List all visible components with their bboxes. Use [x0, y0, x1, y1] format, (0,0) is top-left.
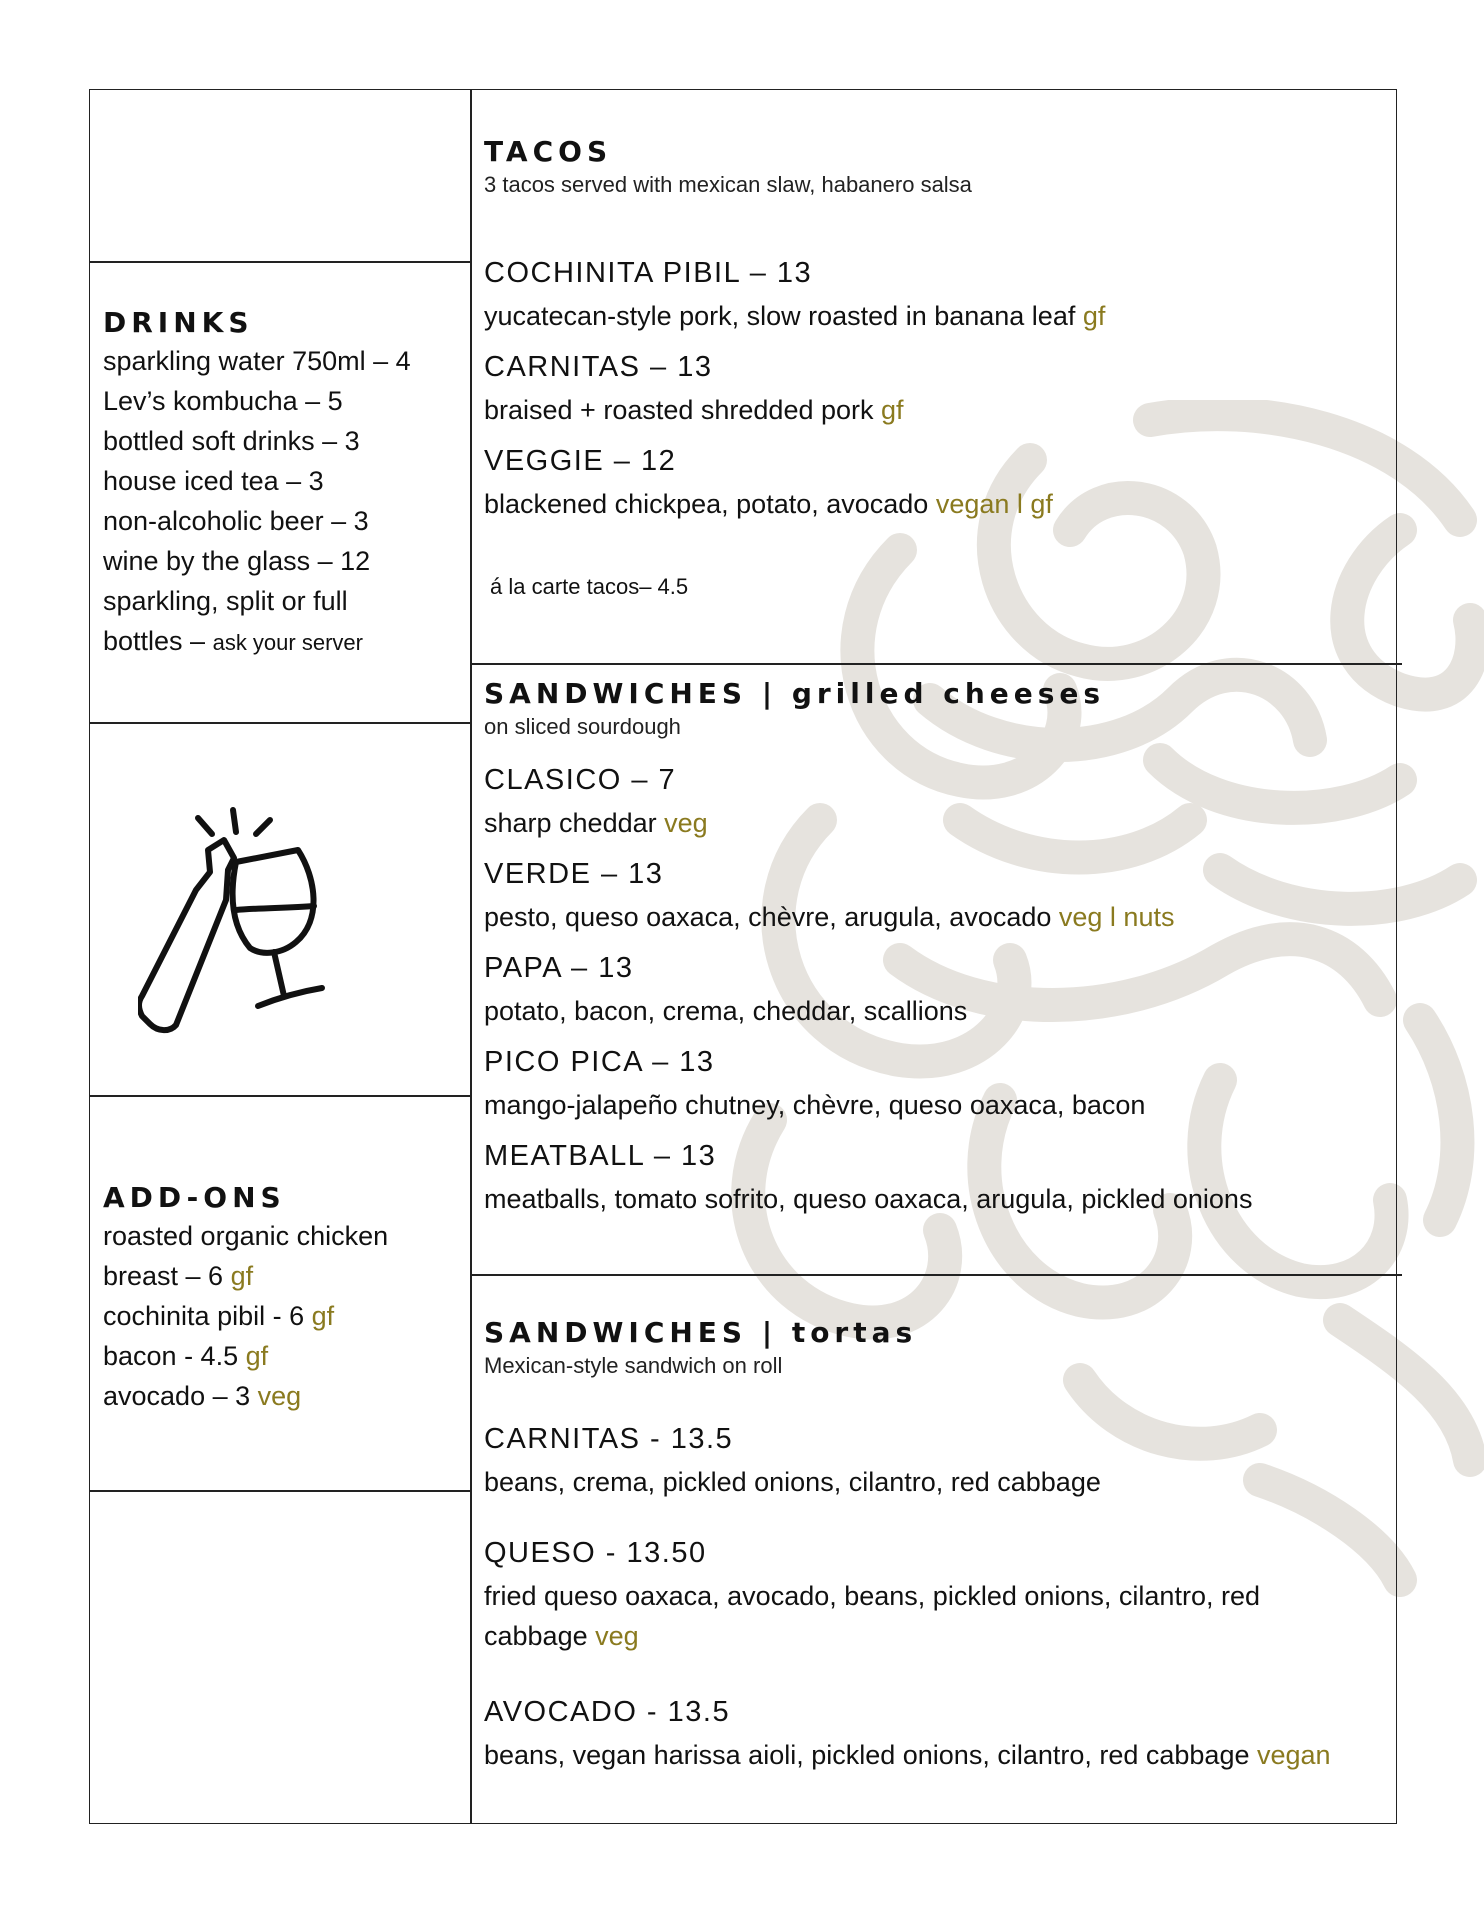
grilled-item	[484, 858, 1384, 937]
drinks-line: sparkling, split or full	[103, 586, 348, 616]
item-desc-text: fried queso oaxaca, avocado, beans, pickled onions, cilantro, red cabbage	[484, 1581, 1260, 1651]
tortas-heading: SANDWICHES | tortas	[484, 1316, 918, 1349]
left-divider-4	[89, 1490, 470, 1492]
grilled-item	[484, 764, 1384, 843]
item-desc-text: potato, bacon, crema, cheddar, scallions	[484, 996, 968, 1026]
item-desc-text: blackened chickpea, potato, avocado	[484, 489, 936, 519]
tacos-section	[484, 135, 1384, 198]
item-desc-text: beans, vegan harissa aioli, pickled onions, cilantro, red cabbage	[484, 1740, 1257, 1770]
item-desc	[484, 1462, 1384, 1502]
diet-tag: gf	[881, 395, 904, 425]
tortas-item	[484, 1696, 1364, 1775]
left-divider-2	[89, 722, 470, 724]
item-desc	[484, 1085, 1384, 1125]
grilled-item	[484, 1046, 1384, 1125]
diet-tag: gf	[1082, 301, 1106, 331]
item-name: AVOCADO - 13.5	[484, 1696, 731, 1728]
drinks-line	[103, 621, 463, 663]
item-name: VERDE – 13	[484, 858, 664, 890]
drinks-line-main: bottles –	[103, 626, 213, 656]
tacos-item	[484, 351, 1384, 430]
left-divider-3	[89, 1095, 470, 1097]
addons-line	[103, 1336, 463, 1376]
grilled-subtitle: on sliced sourdough	[484, 714, 681, 739]
diet-tag: gf	[245, 1341, 269, 1371]
addons-section	[103, 1181, 463, 1416]
item-name: MEATBALL – 13	[484, 1140, 717, 1172]
item-desc	[484, 991, 1384, 1031]
item-name: PAPA – 13	[484, 952, 634, 984]
item-desc-text: mango-jalapeño chutney, chèvre, queso oaxaca, bacon	[484, 1090, 1146, 1120]
item-name: CLASICO – 7	[484, 764, 677, 796]
tortas-subtitle: Mexican-style sandwich on roll	[484, 1353, 783, 1378]
addons-list	[103, 1216, 463, 1416]
item-desc-text: beans, crema, pickled onions, cilantro, red cabbage	[484, 1467, 1101, 1497]
item-name: QUESO - 13.50	[484, 1537, 707, 1569]
grilled-section	[484, 677, 1384, 740]
item-name: VEGGIE – 12	[484, 445, 677, 477]
addons-text: cochinita pibil - 6	[103, 1301, 312, 1331]
addons-text: avocado – 3	[103, 1381, 258, 1411]
addons-text: breast – 6	[103, 1261, 231, 1291]
addons-line	[103, 1296, 463, 1336]
item-name: COCHINITA PIBIL – 13	[484, 257, 813, 289]
item-desc-text: pesto, queso oaxaca, chèvre, arugula, avocado	[484, 902, 1059, 932]
grilled-item	[484, 952, 1384, 1031]
grilled-item	[484, 1140, 1384, 1219]
item-name: PICO PICA – 13	[484, 1046, 715, 1078]
diet-tag: veg	[595, 1621, 639, 1651]
diet-tag: veg	[664, 808, 708, 838]
diet-tag: gf	[311, 1301, 335, 1331]
item-desc	[484, 390, 1384, 430]
right-divider-1	[470, 663, 1402, 665]
addons-line	[103, 1216, 463, 1256]
item-desc	[484, 1179, 1384, 1219]
diet-tag: veg	[257, 1381, 302, 1411]
addons-heading: ADD-ONS	[103, 1181, 286, 1214]
cheers-icon	[138, 800, 378, 1040]
diet-tag: vegan l gf	[935, 489, 1053, 519]
tacos-heading: TACOS	[484, 135, 613, 168]
tacos-item	[484, 445, 1384, 524]
tacos-item	[484, 257, 1384, 336]
tortas-item	[484, 1423, 1384, 1502]
drinks-line-small: ask your server	[212, 630, 363, 655]
tacos-subtitle: 3 tacos served with mexican slaw, habanero salsa	[484, 172, 972, 197]
tortas-section	[484, 1316, 1384, 1379]
item-desc-text: yucatecan-style pork, slow roasted in banana leaf	[484, 301, 1083, 331]
item-desc	[484, 484, 1384, 524]
drinks-line: house iced tea – 3	[103, 466, 324, 496]
item-desc	[484, 1735, 1364, 1775]
item-desc	[484, 803, 1384, 843]
left-divider-1	[89, 261, 470, 263]
item-desc	[484, 296, 1384, 336]
drinks-line: Lev’s kombucha – 5	[103, 386, 343, 416]
addons-line	[103, 1376, 463, 1416]
diet-tag: veg l nuts	[1058, 902, 1175, 932]
drinks-line: wine by the glass – 12	[103, 546, 371, 576]
drinks-section	[103, 306, 463, 663]
addons-text: roasted organic chicken	[103, 1221, 389, 1251]
drinks-line: bottled soft drinks – 3	[103, 426, 360, 456]
diet-tag: vegan	[1256, 1740, 1331, 1770]
diet-tag: gf	[230, 1261, 254, 1291]
drinks-list	[103, 341, 463, 663]
item-name: CARNITAS - 13.5	[484, 1423, 734, 1455]
item-desc-text: braised + roasted shredded pork	[484, 395, 881, 425]
column-divider	[470, 89, 472, 1824]
grilled-heading: SANDWICHES | grilled cheeses	[484, 677, 1106, 710]
item-desc	[484, 897, 1384, 937]
drinks-line: sparkling water 750ml – 4	[103, 346, 411, 376]
addons-line	[103, 1256, 463, 1296]
right-divider-2	[470, 1274, 1402, 1276]
drinks-heading: DRINKS	[103, 306, 254, 339]
drinks-line: non-alcoholic beer – 3	[103, 506, 369, 536]
item-desc-text: sharp cheddar	[484, 808, 665, 838]
item-desc	[484, 1576, 1364, 1656]
item-name: CARNITAS – 13	[484, 351, 713, 383]
addons-text: bacon - 4.5	[103, 1341, 246, 1371]
tortas-item	[484, 1537, 1364, 1656]
item-desc-text: meatballs, tomato sofrito, queso oaxaca, arugula, pickled onions	[484, 1184, 1253, 1214]
tacos-note: á la carte tacos– 4.5	[490, 574, 689, 599]
